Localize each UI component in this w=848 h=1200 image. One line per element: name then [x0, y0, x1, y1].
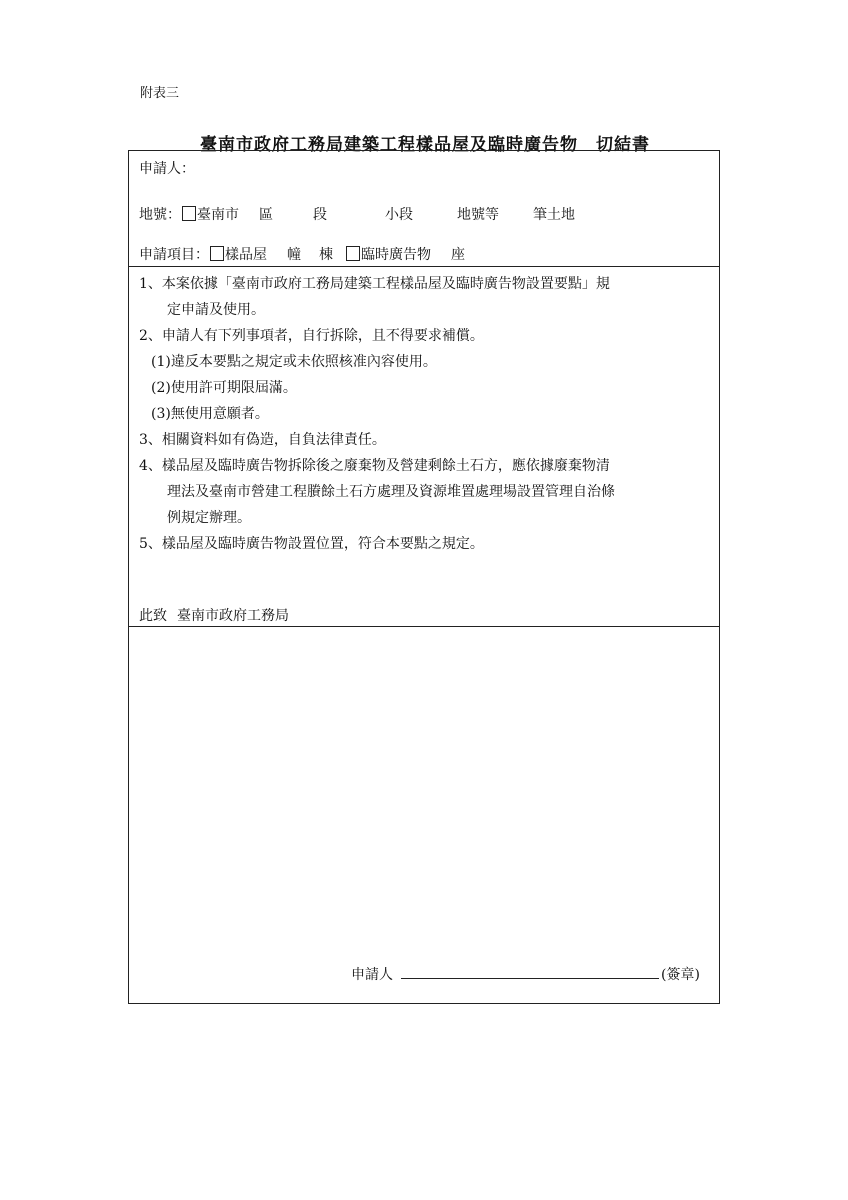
- seal-label: (簽章): [661, 967, 700, 983]
- district-label: 區: [259, 207, 273, 223]
- addressee-name: 臺南市政府工務局: [177, 608, 289, 624]
- parcels-label: 筆土地: [533, 207, 575, 223]
- affidavit-form: [128, 150, 720, 1004]
- title-main: 臺南市政府工務局建築工程樣品屋及臨時廣告物: [200, 135, 578, 155]
- clause-line: 定申請及使用。: [167, 302, 265, 318]
- title-suffix: 切結書: [596, 135, 650, 155]
- signature-row: [351, 964, 700, 984]
- unit-label: 棟: [319, 247, 333, 263]
- annex-label: 附表三: [140, 86, 180, 101]
- clause-line: (3)無使用意願者。: [151, 406, 269, 422]
- seat-label: 座: [451, 247, 465, 263]
- clause-line: 2、申請人有下列事項者，自行拆除，且不得要求補償。: [139, 328, 484, 344]
- addressee: [139, 605, 289, 625]
- subsection-label: 小段: [385, 207, 413, 223]
- city-name: 臺南市: [197, 207, 239, 223]
- application-items-row: [139, 244, 465, 264]
- addressee-prefix: 此致: [139, 608, 167, 624]
- clause-line: 3、相關資料如有偽造，自負法律責任。: [139, 432, 386, 448]
- model-house-checkbox[interactable]: [210, 246, 224, 261]
- model-house-label: 樣品屋: [225, 247, 267, 263]
- clause-line: 理法及臺南市營建工程賸餘土石方處理及資源堆置處理場設置管理自治條: [167, 484, 615, 500]
- signature-line[interactable]: [401, 966, 659, 979]
- section-label: 段: [313, 207, 327, 223]
- temp-ad-checkbox[interactable]: [346, 246, 360, 261]
- clause-line: 5、樣品屋及臨時廣告物設置位置，符合本要點之規定。: [139, 536, 484, 552]
- city-checkbox[interactable]: [182, 206, 196, 221]
- clauses-section: [129, 266, 719, 627]
- land-number-row: [139, 204, 575, 224]
- clause-line: 4、樣品屋及臨時廣告物拆除後之廢棄物及營建剩餘土石方，應依據廢棄物清: [139, 458, 610, 474]
- applicant-label: 申請人：: [139, 161, 195, 177]
- signature-label: 申請人: [351, 967, 393, 983]
- clause-line: (2)使用許可期限屆滿。: [151, 380, 297, 396]
- temp-ad-label: 臨時廣告物: [361, 247, 431, 263]
- clause-line: 例規定辦理。: [167, 510, 251, 526]
- building-unit-label: 幢: [287, 247, 301, 263]
- lot-number-label: 地號等: [457, 207, 499, 223]
- applicant-section: [129, 151, 719, 267]
- clause-line: 1、本案依據「臺南市政府工務局建築工程樣品屋及臨時廣告物設置要點」規: [139, 276, 610, 292]
- signature-section: [129, 626, 719, 1005]
- clause-line: (1)違反本要點之規定或未依照核准內容使用。: [151, 354, 437, 370]
- application-items-label: 申請項目：: [139, 247, 209, 263]
- land-number-label: 地號：: [139, 207, 181, 223]
